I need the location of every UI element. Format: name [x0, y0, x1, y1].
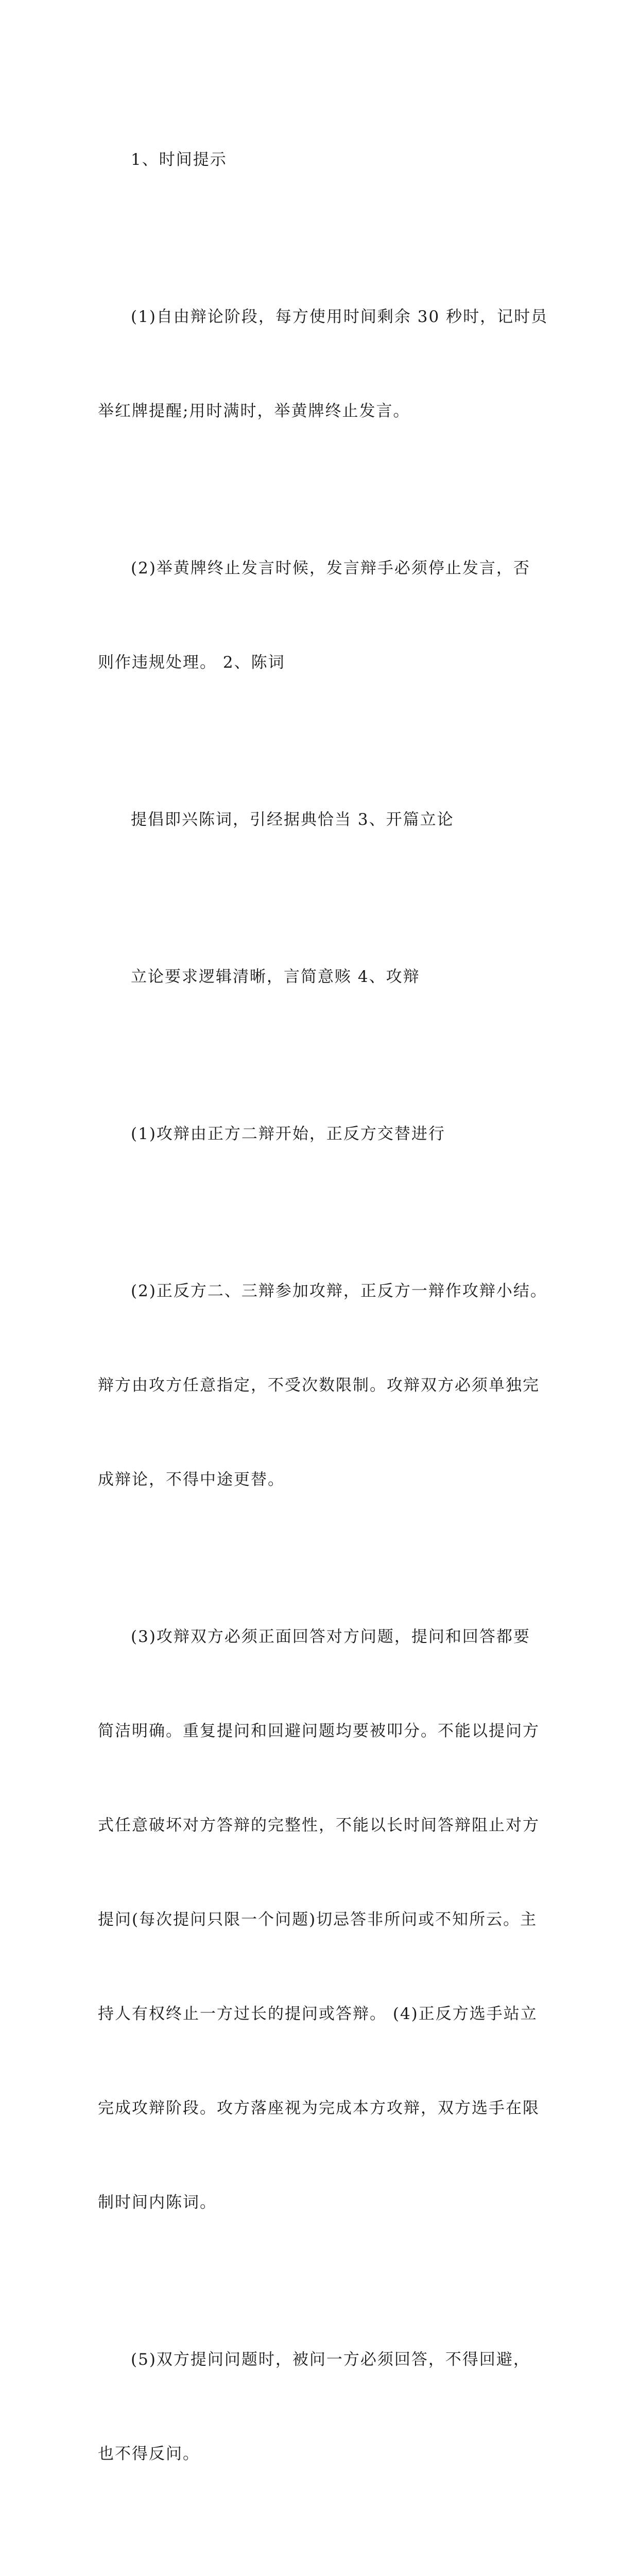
- text-line: 制时间内陈词。: [98, 2193, 217, 2212]
- text-line: 完成攻辩阶段。攻方落座视为完成本方攻辩，双方选手在限: [98, 2099, 540, 2117]
- paragraph-attack-5: [98, 2281, 551, 2533]
- paragraph-attack-2: [98, 1213, 551, 1558]
- text-line: 举红牌提醒;用时满时，举黄牌终止发言。: [98, 402, 410, 420]
- text-line: 1、时间提示: [131, 150, 227, 169]
- text-line: 持人有权终止一方过长的提问或答辩。 (4)正反方选手站立: [98, 2005, 538, 2023]
- text-line: 简洁明确。重复提问和回避问题均要被叩分。不能以提问方: [98, 1722, 540, 1740]
- paragraph-attack-3: [98, 1558, 551, 2281]
- paragraph-statement: [98, 741, 551, 899]
- text-line: (2)正反方二、三辩参加攻辩，正反方一辩作攻辩小结。: [131, 1282, 547, 1300]
- text-line: 成辩论，不得中途更替。: [98, 1470, 285, 1489]
- text-line: 式任意破坏对方答辩的完整性，不能以长时间答辩阻止对方: [98, 1816, 540, 1835]
- text-line: (1)自由辩论阶段，每方使用时间剩余 30 秒时，记时员: [131, 308, 548, 326]
- paragraph-rule-1: [98, 239, 551, 490]
- text-line: 则作违规处理。 2、陈词: [98, 653, 285, 672]
- paragraph-opening: [98, 899, 551, 1056]
- paragraph-time-hint: [98, 81, 551, 239]
- text-line: 提倡即兴陈词，引经据典恰当 3、开篇立论: [131, 810, 454, 829]
- paragraph-attack-1: [98, 1056, 551, 1213]
- text-line: 也不得反问。: [98, 2445, 200, 2463]
- text-line: (1)攻辩由正方二辩开始，正反方交替进行: [131, 1125, 445, 1143]
- text-line: (5)双方提问问题时，被问一方必须回答，不得回避，: [131, 2350, 530, 2369]
- paragraph-rule-2: [98, 490, 551, 741]
- paragraph-attack-6: [98, 2533, 551, 2576]
- document-body: [98, 81, 551, 2576]
- text-line: (2)举黄牌终止发言时候，发言辩手必须停止发言，否: [131, 559, 530, 578]
- text-line: 辩方由攻方任意指定，不受次数限制。攻辩双方必须单独完: [98, 1376, 540, 1395]
- text-line: 立论要求逻辑清晰，言简意赅 4、攻辩: [131, 968, 420, 986]
- text-line: 提问(每次提问只限一个问题)切忌答非所问或不知所云。主: [98, 1910, 538, 1929]
- text-line: (3)攻辩双方必须正面回答对方问题，提问和回答都要: [131, 1628, 530, 1646]
